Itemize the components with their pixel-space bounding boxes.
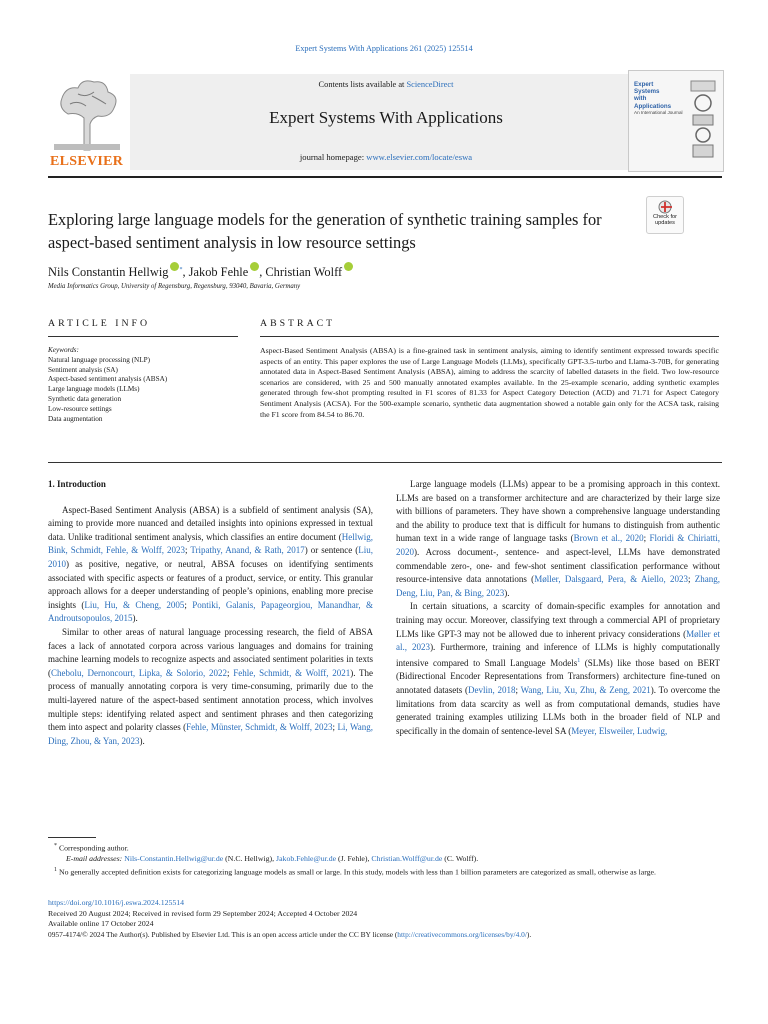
citation-link[interactable]: Møller et al., 2023 (396, 628, 720, 653)
article-title: Exploring large language models for the generation of synthetic training samples for aspect-based sentiment analysis in low resource settings (48, 210, 602, 252)
abstract-text: Aspect-Based Sentiment Analysis (ABSA) is a fine-grained task in sentiment analysis, aiming to identify sentiment expressed towards specific aspects of an entity. This paper explores the use of Large Language Models (LLMs), specifically GPT-3.5-turbo and Llama-3-70B, for generating annotated data in Aspect-Based Sentiment Analysis (ABSA), aiming to address the scarcity of labelled datasets in the field. Two low-resource scenarios are considered, with 25 and 500 manually annotated examples available. In the 25-example scenario, adding synthetic examples generated through few-shot prompting resulted in F1 scores of 81.33 for Aspect Category Detection (ACD) and 71.71 for Aspect Category Sentiment Analysis (ACSA). For the 500-example scenario, synthetic data augmentation showed a notable gain only for the ACSA task, raising the F1 score from 84.54 to 86.70. (260, 346, 719, 419)
abstract-heading: ABSTRACT (260, 318, 336, 329)
keyword: Large language models (LLMs) (48, 385, 140, 394)
abstract-bottom-rule (48, 462, 722, 463)
body-text: ; (688, 574, 695, 585)
body-right-column (396, 478, 720, 738)
body-text: ). (132, 613, 138, 624)
citation-link[interactable]: Chebolu, Dernoncourt, Lipka, & Solorio, 2022 (51, 667, 227, 678)
available-online: Available online 17 October 2024 (48, 919, 154, 929)
body-text: ; (185, 545, 191, 556)
footnote-rule (48, 837, 96, 838)
journal-homepage-link[interactable]: www.elsevier.com/locate/eswa (366, 152, 473, 162)
author-name[interactable]: Jakob Fehle (188, 265, 249, 279)
author-name[interactable]: Christian Wolff (265, 265, 343, 279)
citation-link[interactable]: Liu, Hu, & Cheng, 2005 (84, 599, 185, 610)
body-text: ) as positive, negative, or neutral, ABSA focuses on identifying sentiments associated with specific aspects or features of a product, service, or entity. This granular approach allows for a deeper understanding of people’s opinions, enabling more precise insights ( (48, 558, 373, 610)
journal-homepage-line: journal homepage: www.elsevier.com/locate/eswa (299, 152, 473, 162)
body-text: ). Across document-, sentence- and aspect-level, LLMs have demonstrated commendable zero-, one- and few-shot sentiment classification performance without resource-intensive data annotations ( (396, 546, 720, 585)
body-text: ; (515, 684, 521, 695)
sciencedirect-link[interactable]: ScienceDirect (406, 80, 454, 89)
license-link[interactable]: http://creativecommons.org/licenses/by/4.0/ (397, 929, 527, 939)
body-text: ). (139, 735, 145, 746)
email-link[interactable]: Christian.Wolff@ur.de (371, 854, 443, 864)
body-text: ; (184, 599, 193, 610)
footnotes: * Corresponding author. E-mail addresses: Nils-Constantin.Hellwig@ur.de (N.C. Hellwig), Jakob.Fehle@ur.de (J. Fehle), Christian.Wolff@ur.de (C. Wolff). $^1$ No generally accepted definition exists for categorizing language models as small or large. In this study, models with less than 1 billion parameters are categorized as small, otherwise as large. (48, 841, 728, 878)
crossmark-icon (658, 200, 672, 214)
citation-link[interactable]: Tripathy, Anand, & Rath, 2017 (190, 545, 305, 556)
email-link[interactable]: Nils-Constantin.Hellwig@ur.de (124, 854, 224, 864)
body-text: ; (643, 533, 650, 544)
citation-link[interactable]: Li, Wang, Ding, Zhou, & Yan, 2023 (48, 722, 373, 746)
license-line: 0957-4174/© 2024 The Author(s). Published by Elsevier Ltd. This is an open access article under the CC BY license (http://creativecommons.org/licenses/by/4.0/). (48, 929, 532, 939)
corresponding-author-mark[interactable]: * (179, 266, 183, 273)
citation-link[interactable]: Zhang, Deng, Liu, Pan, & Bing, 2023 (396, 574, 721, 598)
keyword: Data augmentation (48, 414, 103, 423)
keywords-label: Keywords: (48, 346, 79, 354)
journal-cover-thumbnail[interactable] (628, 70, 724, 172)
elsevier-logo[interactable] (48, 74, 126, 170)
body-text: ). The process of manually annotating corpora is very time-consuming, primarily due to the multi-layered nature of the aspect-based sentiment annotation process, which involves multiple steps: identifying related aspect and sentiment phrases and then categorizing them into aspect and polarity classes ( (48, 667, 373, 733)
body-text: ) or sentence ( (304, 545, 359, 556)
email-addresses: E-mail addresses: Nils-Constantin.Hellwig@ur.de (N.C. Hellwig), Jakob.Fehle@ur.de (J. Fehle), Christian.Wolff@ur.de (C. Wolff). (66, 854, 479, 864)
article-info-heading: ARTICLE INFO (48, 318, 151, 329)
orcid-icon[interactable] (250, 262, 259, 271)
keyword: Natural language processing (NLP) (48, 355, 150, 364)
section-heading-introduction: 1. Introduction (48, 479, 106, 489)
citation-link[interactable]: Hellwig, Bink, Schmidt, Fehle, & Wolff, 2023 (48, 531, 373, 556)
contents-line: Contents lists available at ScienceDirect (318, 80, 454, 89)
citation-link[interactable]: Brown et al., 2020 (573, 533, 644, 544)
author-list: Nils Constantin Hellwig *, Jakob Fehle , Christian Wolff (48, 262, 353, 280)
keyword: Low-resource settings (48, 404, 112, 413)
citation-link[interactable]: Wang, Liu, Xu, Zhu, & Zeng, 2021 (520, 684, 651, 695)
body-text: In certain situations, a scarcity of domain-specific examples for annotation and training may occur. Moreover, classifying text through a commercial API of proprietary LLMs like GPT-3 may not be allowed due to inherent privacy considerations ( (396, 601, 720, 639)
journal-title: Expert Systems With Applications (269, 108, 503, 127)
intro-paragraph (396, 600, 720, 738)
publication-info (48, 898, 728, 940)
keyword: Aspect-based sentiment analysis (ABSA) (48, 375, 168, 384)
body-text: ; (332, 722, 338, 733)
body-text: Aspect-Based Sentiment Analysis (ABSA) is a subfield of sentiment analysis (SA), aiming to provide more nuanced and detailed insights into opinions expressed in textual data. Unlike traditional sentiment analysis, which classifies an entire document ( (48, 504, 373, 542)
body-text: Large language models (LLMs) appear to be a promising approach in this context. LLMs are based on a transformer architecture and are characterized by their large size with billions of parameters. They have shown a comprehensive language understanding and the ability to produce text that is difficult for humans to distinguish from authentic human text in a wide range of language tasks ( (396, 479, 720, 544)
keywords-block (48, 346, 238, 424)
check-for-updates-badge[interactable] (646, 196, 684, 234)
citation-link[interactable]: Devlin, 2018 (468, 684, 516, 695)
citation-link[interactable]: Fehle, Münster, Schmidt, & Wolff, 2023 (186, 722, 333, 733)
cover-title: Expert Systems with Applications An International Journal (634, 81, 683, 115)
keyword: Synthetic data generation (48, 394, 122, 403)
citation-link[interactable]: Floridi & Chiriatti, 2020 (396, 533, 720, 557)
elsevier-tree-icon (48, 74, 126, 152)
footnote-1: $^1$ No generally accepted definition exists for categorizing language models as small or large. In this study, models with less than 1 billion parameters are categorized as small, otherwise as large. (54, 866, 656, 877)
body-text: (SLMs) like those based on BERT (Bidirectional Encoder Representations from Transformers) architecture fine-tuned on annotated datasets ( (396, 657, 720, 695)
body-text: ). (504, 587, 510, 598)
corresponding-author-note: Corresponding author. (58, 843, 129, 853)
body-text: ; (227, 667, 234, 678)
intro-paragraph (48, 626, 373, 748)
received-dates: Received 20 August 2024; Received in revised form 29 September 2024; Accepted 4 October 2024 (48, 908, 358, 918)
journal-reference[interactable]: Expert Systems With Applications 261 (2025) 125514 (295, 44, 473, 53)
body-text: Similar to other areas of natural language processing research, the field of ABSA faces a lack of annotated corpora across various languages and domains for training machine learning models to recognize aspects and associated sentiment polarities in texts ( (48, 626, 373, 678)
intro-paragraph (48, 504, 373, 626)
intro-paragraph (396, 478, 720, 600)
citation-link[interactable]: Møller, Dalsgaard, Pera, & Aiello, 2023 (534, 574, 689, 585)
author-name[interactable]: Nils Constantin Hellwig (48, 265, 169, 279)
citation-link[interactable]: Pontiki, Galanis, Papageorgiou, Manandhar, & Androutsopoulos, 2015 (48, 599, 373, 624)
affiliation: Media Informatics Group, University of Regensburg, Regensburg, 93040, Bavaria, Germany (48, 283, 301, 290)
header-rule (48, 176, 722, 178)
footnote-ref[interactable]: 1 (577, 657, 581, 664)
article-info-rule (48, 336, 238, 337)
email-link[interactable]: Jakob.Fehle@ur.de (276, 854, 337, 864)
abstract-rule (260, 336, 719, 337)
crossmark-label: Check for updates (653, 214, 677, 227)
publisher-wordmark: ELSEVIER (50, 154, 124, 169)
citation-link[interactable]: Liu, 2010 (48, 545, 373, 569)
body-text: ). To overcome the limitations from data scarcity as well as from computational demands, studies have generated training examples utilizing LLMs both in the broader field of NLP and specifically in the domain of sentence-level SA ( (396, 684, 720, 736)
body-text: ). Furthermore, training and inference of LLMs is highly computationally intensive compared to Small Language Models (396, 642, 721, 668)
citation-link[interactable]: Meyer, Elsweiler, Ludwig, (571, 725, 668, 736)
journal-header (48, 70, 722, 171)
journal-header-band (130, 74, 642, 170)
doi-link[interactable]: https://doi.org/10.1016/j.eswa.2024.125514 (48, 898, 185, 907)
body-left-column (48, 478, 373, 748)
orcid-icon[interactable] (344, 262, 353, 271)
citation-link[interactable]: Fehle, Schmidt, & Wolff, 2021 (233, 667, 351, 678)
cover-artwork-icon (689, 79, 719, 163)
keyword: Sentiment analysis (SA) (48, 365, 118, 374)
